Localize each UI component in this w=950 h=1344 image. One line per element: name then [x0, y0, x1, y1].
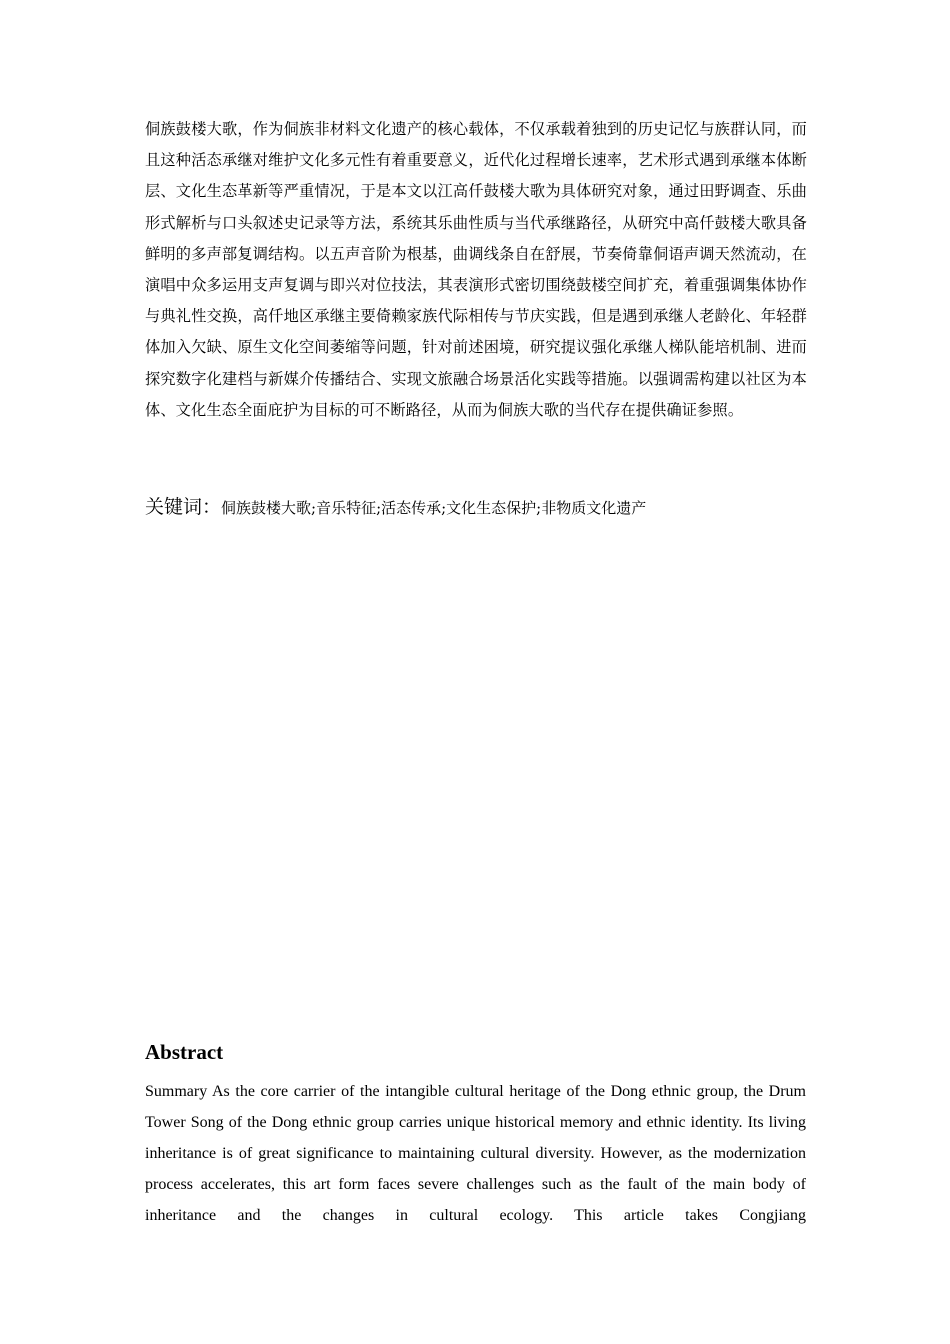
keywords-label: 关键词： — [145, 496, 222, 518]
english-abstract-paragraph: Summary As the core carrier of the intangible cultural heritage of the Dong ethnic group, the Drum Tower Song of the Dong ethnic group carries unique historical memory and ethnic identity. Its living inheritance is of great significance to maintaining cultural diversity. However, as the modernization process accelerates, this art form faces severe challenges such as the fault of the main body of inheritance and the changes in cultural ecology. This article takes Congjiang — [145, 1083, 806, 1224]
abstract-heading: Abstract — [145, 1040, 224, 1064]
keywords-list: 侗族鼓楼大歌;音乐特征;活态传承;文化生态保护;非物质文化遗产 — [221, 499, 647, 517]
chinese-abstract-paragraph: 侗族鼓楼大歌，作为侗族非材料文化遗产的核心载体，不仅承载着独到的历史记忆与族群认同，而且这种活态承继对维护文化多元性有着重要意义，近代化过程增长速率，艺术形式遇到承继本体断层、文化生态革新等严重情况，于是本文以江高仟鼓楼大歌为具体研究对象，通过田野调查、乐曲形式解析与口头叙述史记录等方法，系统其乐曲性质与当代承继路径，从研究中高仟鼓楼大歌具备鲜明的多声部复调结构。以五声音阶为根基，曲调线条自在舒展，节奏倚靠侗语声调天然流动，在演唱中众多运用支声复调与即兴对位技法，其表演形式密切围绕鼓楼空间扩充，着重强调集体协作与典礼性交换，高仟地区承继主要倚赖家族代际相传与节庆实践，但是遇到承继人老龄化、年轻群体加入欠缺、原生文化空间萎缩等问题，针对前述困境，研究提议强化承继人梯队能培机制、进而探究数字化建档与新媒介传播结合、实现文旅融合场景活化实践等措施。以强调需构建以社区为本体、文化生态全面庇护为目标的可不断路径，从而为侗族大歌的当代存在提供确证参照。 — [145, 120, 807, 419]
keywords-line — [145, 492, 807, 519]
